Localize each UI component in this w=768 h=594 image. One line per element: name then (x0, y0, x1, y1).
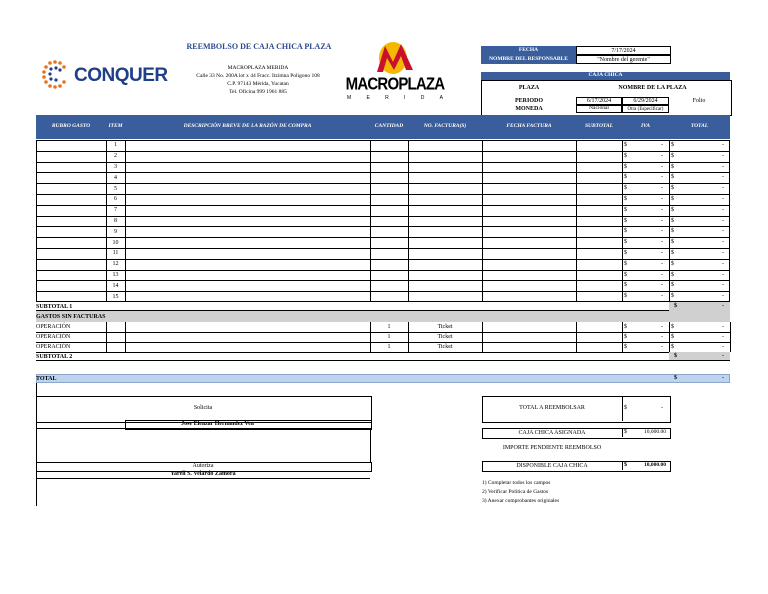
iva-amount: - (661, 334, 663, 340)
city-letter: A (439, 95, 443, 101)
total-reembolsar-label: TOTAL A REEMBOLSAR (519, 405, 585, 411)
total-currency: $ (671, 217, 674, 224)
total-amount: - (722, 206, 724, 213)
macroplaza-city (347, 95, 443, 101)
responsable-value[interactable]: "Nombre del gerente" (576, 55, 671, 64)
table-row-item-number: 6 (114, 196, 117, 203)
city-letter: D (420, 95, 425, 101)
total-currency: $ (671, 152, 674, 159)
city-letter: E (366, 95, 370, 101)
solicita-name: Jose Eleazar Hernandez Vea (181, 421, 254, 427)
total-amount: - (722, 217, 724, 224)
subtotal2-amount: - (722, 353, 724, 359)
folio-label: Folio (692, 98, 706, 104)
total-amount: - (722, 174, 724, 181)
col-descripcion: DESCRIPCIÓN BREVE DE LA RAZÓN DE COMPRA (183, 123, 312, 130)
iva-amount: - (661, 282, 663, 289)
city-letter: M (347, 95, 352, 101)
macroplaza-m-icon (373, 40, 417, 76)
iva-currency: $ (624, 152, 627, 159)
total-currency: $ (671, 239, 674, 246)
autoriza-name: Yareli S. Velardo Zamora (170, 471, 236, 477)
iva-amount: - (661, 324, 663, 330)
total-currency: $ (671, 174, 674, 181)
iva-currency: $ (624, 163, 627, 170)
table-row-item-number: 3 (114, 163, 117, 170)
total-reembolsar-currency: $ (624, 405, 627, 411)
table-row-item-number: 7 (114, 207, 117, 214)
total-currency: $ (671, 260, 674, 267)
asignada-value: 10,000.00 (644, 428, 666, 435)
total-amount: - (722, 228, 724, 235)
total-currency: $ (671, 206, 674, 213)
iva-amount: - (661, 174, 663, 181)
caja-chica-label: CAJA CHICA (481, 72, 730, 80)
iva-currency: $ (624, 228, 627, 235)
total-amount: - (722, 271, 724, 278)
asignada-currency: $ (624, 429, 627, 435)
sin-factura-rubro: OPERACIÓN (36, 344, 71, 350)
iva-amount: - (661, 271, 663, 278)
table-row-item-number: 15 (112, 293, 119, 300)
responsable-label: NOMBRE DEL RESPONSABLE (481, 55, 576, 64)
conquer-logo-text: CONQUER (74, 65, 168, 86)
iva-amount: - (661, 239, 663, 246)
autoriza-label: Autoriza (192, 463, 214, 469)
iva-currency: $ (624, 293, 627, 300)
macroplaza-logo (345, 40, 445, 104)
iva-amount: - (661, 152, 663, 159)
note-1: 1) Completar todos los campos (482, 480, 551, 486)
total-amount: - (722, 142, 724, 148)
total-currency: $ (671, 228, 674, 235)
iva-currency: $ (624, 282, 627, 289)
iva-amount: - (661, 344, 663, 350)
iva-currency: $ (624, 174, 627, 181)
sin-factura-cantidad: 1 (387, 324, 391, 330)
iva-amount: - (661, 293, 663, 300)
iva-amount: - (661, 142, 663, 148)
city-letter: I (404, 95, 406, 101)
disponible-label: DISPONIBLE CAJA CHICA (516, 462, 588, 469)
total-final-amount: - (722, 375, 724, 381)
table-row-item-number: 4 (114, 174, 117, 181)
address-line-4: Tel. Oficina 999 1961 885 (229, 89, 287, 95)
total-currency: $ (671, 282, 674, 289)
plaza-label: PLAZA (518, 85, 540, 91)
total-row (36, 374, 730, 383)
iva-amount: - (661, 250, 663, 256)
pendiente-label: IMPORTE PENDIENTE REEMBOLSO (502, 445, 602, 451)
sin-factura-cantidad: 1 (387, 334, 391, 340)
iva-currency: $ (624, 206, 627, 213)
total-amount: - (722, 163, 724, 170)
total-amount: - (722, 239, 724, 246)
iva-currency: $ (624, 324, 627, 330)
plaza-value[interactable]: NOMBRE DE LA PLAZA (618, 85, 687, 91)
col-cantidad: CANTIDAD (374, 123, 404, 130)
iva-currency: $ (624, 334, 627, 340)
col-subtotal: SUBTOTAL (584, 123, 613, 130)
table-row-item-number: 14 (112, 282, 119, 289)
total-currency: $ (671, 163, 674, 170)
col-iva: IVA (640, 123, 651, 130)
col-total: TOTAL (690, 123, 709, 130)
col-no-factura: NO. FACTURA(S) (423, 123, 467, 130)
periodo-start[interactable]: 6/17/2024 (576, 97, 622, 105)
total-final-currency: $ (674, 375, 677, 381)
iva-currency: $ (624, 260, 627, 267)
total-amount: - (722, 196, 724, 202)
col-item: ITEM (108, 123, 123, 130)
moneda-nacional[interactable]: Nacional (576, 105, 622, 113)
total-amount: - (722, 152, 724, 159)
subtotal1-amount: - (722, 303, 724, 309)
iva-currency: $ (624, 239, 627, 246)
subtotal1-row (36, 302, 730, 311)
total-amount: - (722, 185, 724, 192)
note-3: 3) Anexar comprobantes originales (482, 498, 560, 504)
total-currency: $ (671, 334, 674, 340)
table-row-item-number: 2 (114, 153, 117, 160)
gastos-sin-facturas-label: GASTOS SIN FACTURAS (36, 313, 106, 320)
total-amount: - (722, 250, 724, 256)
iva-amount: - (661, 260, 663, 267)
conquer-logo (40, 58, 170, 90)
address-line-2: Calle 33 No. 200A lot x 44 Fracc. Itzimna Poligono 108 (196, 73, 320, 79)
total-reembolsar-value: - (661, 405, 663, 411)
total-currency: $ (671, 196, 674, 202)
iva-currency: $ (624, 217, 627, 224)
total-amount: - (722, 282, 724, 289)
total-currency: $ (671, 271, 674, 278)
table-row-item-number: 8 (114, 217, 117, 224)
table-row-item-number: 1 (114, 142, 117, 149)
iva-currency: $ (624, 196, 627, 202)
total-label: TOTAL (36, 375, 57, 382)
disponible-currency: $ (624, 462, 627, 468)
total-amount: - (722, 260, 724, 267)
iva-amount: - (661, 196, 663, 202)
iva-currency: $ (624, 142, 627, 148)
total-currency: $ (671, 344, 674, 350)
col-rubro-gasto: RUBRO GASTO (51, 123, 91, 130)
iva-currency: $ (624, 344, 627, 350)
sin-factura-tipo: Ticket (437, 334, 453, 340)
city-letter: R (385, 95, 389, 101)
table-row-item-number: 5 (114, 185, 117, 192)
disponible-value: 10,000.00 (644, 461, 666, 468)
total-currency: $ (671, 324, 674, 330)
periodo-label: PERIODO (514, 98, 543, 104)
address-line-1: MACROPLAZA MERIDA (227, 65, 289, 71)
company-address (178, 64, 338, 96)
conquer-logo-icon (40, 58, 72, 90)
moneda-label: MONEDA (515, 106, 543, 112)
note-2: 2) Verificar Política de Gastos (482, 489, 549, 495)
subtotal1-label: SUBTOTAL 1 (36, 303, 73, 310)
total-amount: - (722, 344, 724, 350)
table-row-item-number: 12 (112, 261, 119, 268)
fecha-value[interactable]: 7/17/2024 (576, 46, 671, 55)
table-row-item-number: 9 (114, 228, 117, 235)
total-amount: - (722, 334, 724, 340)
subtotal2-currency: $ (674, 353, 677, 359)
iva-currency: $ (624, 271, 627, 278)
total-currency: $ (671, 185, 674, 192)
form-title: REEMBOLSO DE CAJA CHICA PLAZA (186, 42, 332, 51)
address-line-3: C.P. 97143 Mérida, Yucatan (227, 81, 289, 87)
subtotal2-label: SUBTOTAL 2 (36, 353, 73, 360)
iva-amount: - (661, 217, 663, 224)
sin-factura-rubro: OPERACIÓN (36, 334, 71, 340)
solicita-label: Solicita (193, 405, 213, 411)
macroplaza-name: MACROPLAZA (345, 74, 445, 95)
sin-factura-tipo: Ticket (437, 344, 453, 350)
total-currency: $ (671, 250, 674, 256)
iva-amount: - (661, 185, 663, 192)
col-fecha-factura: FECHA FACTURA (506, 123, 552, 130)
table-row-item-number: 11 (112, 250, 119, 257)
periodo-end[interactable]: 6/29/2024 (622, 97, 669, 105)
subtotal2-value-cell (669, 352, 730, 360)
iva-currency: $ (624, 185, 627, 192)
iva-amount: - (661, 206, 663, 213)
table-row-item-number: 13 (112, 271, 119, 278)
subtotal2-row (36, 352, 730, 361)
iva-amount: - (661, 228, 663, 235)
iva-currency: $ (624, 250, 627, 256)
total-currency: $ (671, 293, 674, 300)
asignada-label: CAJA CHICA ASIGNADA (518, 429, 586, 436)
total-currency: $ (671, 142, 674, 148)
sin-factura-tipo: Ticket (437, 324, 453, 330)
table-row-item-number: 10 (112, 239, 119, 246)
moneda-otra[interactable]: Otra (Especificar) (622, 105, 669, 113)
total-amount: - (722, 324, 724, 330)
iva-amount: - (661, 163, 663, 170)
sin-factura-cantidad: 1 (387, 344, 391, 350)
sin-factura-rubro: OPERACIÓN (36, 324, 71, 330)
subtotal1-value-cell (669, 302, 730, 311)
fecha-label: FECHA (481, 46, 576, 55)
total-amount: - (722, 293, 724, 300)
subtotal1-currency: $ (674, 303, 677, 309)
